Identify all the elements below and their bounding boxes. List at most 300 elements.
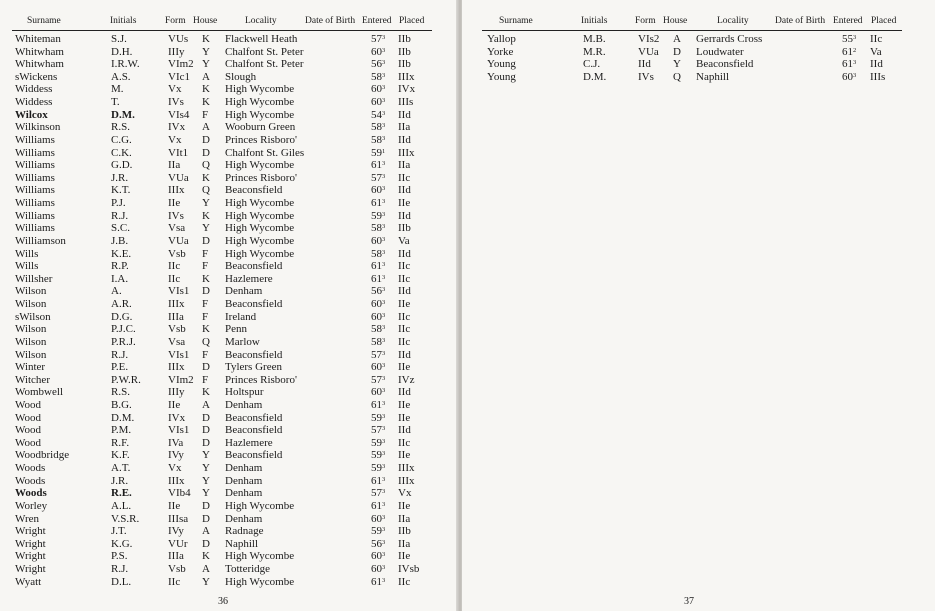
header-rule (12, 30, 432, 31)
surname-cell: Wilcox (15, 108, 48, 121)
entered-cell (371, 71, 385, 84)
form-cell: IIc (168, 575, 181, 588)
entered-cell (371, 147, 385, 160)
placed-cell: IId (398, 424, 411, 437)
house-cell: K (202, 323, 210, 336)
entered-year: 55 (842, 33, 853, 45)
surname-cell: Wren (15, 512, 39, 525)
entered-term: 3 (382, 500, 386, 508)
placed-cell: IIe (398, 298, 411, 311)
surname-cell: Wood (15, 411, 42, 424)
initials-cell: R.P. (111, 260, 129, 273)
entered-term: 3 (382, 59, 386, 67)
initials-cell: C.G. (111, 133, 132, 146)
house-cell: D (202, 146, 210, 159)
header-entered: Entered (833, 16, 863, 26)
house-cell: Q (202, 159, 210, 172)
placed-cell: IId (398, 108, 411, 121)
house-cell: K (202, 272, 210, 285)
locality-cell: Denham (225, 487, 263, 500)
header-surname: Surname (27, 16, 61, 26)
entered-cell (371, 184, 385, 197)
house-cell: K (202, 33, 210, 45)
surname-cell: Wood (15, 398, 42, 411)
entered-cell (842, 33, 856, 46)
entered-term: 3 (382, 374, 386, 382)
entered-year: 58 (371, 121, 382, 134)
entered-year: 59 (371, 436, 382, 449)
form-cell: IIIa (168, 310, 184, 323)
placed-cell: IIc (398, 436, 411, 449)
surname-cell: Winter (15, 361, 46, 374)
form-cell: VIs4 (168, 108, 190, 121)
placed-cell: IId (398, 133, 411, 146)
house-cell: F (202, 348, 209, 361)
entered-term: 3 (382, 324, 386, 332)
form-cell: IIIx (168, 474, 185, 487)
entered-cell (371, 172, 385, 185)
entered-year: 60 (371, 563, 382, 576)
locality-cell: High Wycombe (225, 159, 295, 172)
entered-cell (371, 462, 385, 475)
table-row (0, 475, 458, 488)
table-row (0, 71, 458, 84)
table-row (0, 121, 458, 134)
initials-cell: A.T. (111, 462, 131, 475)
house-cell: Q (202, 184, 210, 197)
entered-cell (371, 235, 385, 248)
initials-cell: R.J. (111, 209, 129, 222)
table-row (0, 109, 458, 122)
surname-cell: Wright (15, 550, 46, 563)
entered-year: 60 (371, 45, 382, 58)
entered-year: 54 (371, 108, 382, 121)
entered-year: 58 (371, 335, 382, 348)
entered-cell (371, 513, 385, 526)
locality-cell: Slough (225, 70, 257, 83)
house-cell: Y (202, 197, 210, 210)
locality-cell: High Wycombe (225, 234, 295, 247)
initials-cell: V.S.R. (111, 512, 140, 525)
entered-year: 61 (371, 159, 382, 172)
table-row (0, 298, 458, 311)
house-cell: D (202, 436, 210, 449)
locality-cell: High Wycombe (225, 499, 295, 512)
entered-year: 61 (371, 499, 382, 512)
entered-cell (371, 538, 385, 551)
form-cell: VUr (168, 537, 188, 550)
surname-cell: Wilson (15, 298, 47, 311)
entered-term: 3 (382, 526, 386, 534)
locality-cell: Hazlemere (225, 436, 273, 449)
table-row (0, 184, 458, 197)
surname-cell: Young (487, 70, 516, 83)
entered-term: 1 (382, 147, 386, 155)
entered-term: 3 (853, 59, 857, 67)
initials-cell: P.R.J. (111, 335, 136, 348)
entered-term: 3 (853, 34, 857, 41)
initials-cell: K.T. (111, 184, 131, 197)
surname-cell: Wilson (15, 335, 47, 348)
entered-year: 56 (371, 58, 382, 71)
form-cell: IIIy (168, 45, 185, 58)
placed-cell: IIc (398, 335, 411, 348)
locality-cell: Flackwell Heath (225, 33, 298, 45)
form-cell: VUa (638, 45, 659, 58)
entered-term: 3 (382, 261, 386, 269)
locality-cell: High Wycombe (225, 96, 295, 109)
house-cell: F (202, 373, 209, 386)
placed-cell: IIe (398, 411, 411, 424)
entered-cell (371, 134, 385, 147)
surname-cell: Yorke (487, 45, 514, 58)
house-cell: Y (202, 575, 210, 588)
surname-cell: Williamson (15, 234, 66, 247)
table-row (0, 449, 458, 462)
initials-cell: D.H. (111, 45, 133, 58)
right-page (462, 0, 935, 611)
house-cell: A (673, 33, 681, 45)
entered-term: 3 (382, 387, 386, 395)
entered-year: 57 (371, 33, 382, 45)
entered-term: 3 (382, 349, 386, 357)
entered-year: 61 (842, 58, 853, 71)
form-cell: IIc (168, 272, 181, 285)
entered-year: 58 (371, 70, 382, 83)
surname-cell: Wright (15, 537, 46, 550)
form-cell: VUa (168, 171, 189, 184)
locality-cell: Beaconsfield (225, 298, 283, 311)
entered-term: 3 (382, 109, 386, 117)
placed-cell: IIa (398, 121, 411, 134)
table-row (0, 500, 458, 513)
surname-cell: Wright (15, 525, 46, 538)
house-cell: K (202, 209, 210, 222)
initials-cell: R.J. (111, 348, 129, 361)
locality-cell: Denham (225, 512, 263, 525)
surname-cell: Widdess (15, 83, 53, 96)
entered-year: 59 (371, 525, 382, 538)
initials-cell: P.W.R. (111, 373, 141, 386)
entered-year: 60 (371, 550, 382, 563)
entered-year: 60 (371, 310, 382, 323)
table-row (462, 71, 935, 84)
entered-cell (371, 449, 385, 462)
table-row (0, 273, 458, 286)
form-cell: IIIx (168, 361, 185, 374)
placed-cell: IIc (398, 272, 411, 285)
entered-year: 57 (371, 171, 382, 184)
table-row (462, 33, 935, 46)
table-row (0, 210, 458, 223)
table-row (0, 248, 458, 261)
form-cell: IIa (168, 159, 181, 172)
locality-cell: Tylers Green (225, 361, 282, 374)
surname-cell: Yallop (487, 33, 516, 45)
entered-cell (371, 222, 385, 235)
form-cell: IIIx (168, 184, 185, 197)
surname-cell: Williams (15, 133, 55, 146)
house-cell: D (202, 499, 210, 512)
house-cell: F (202, 108, 209, 121)
surname-cell: Wombwell (15, 386, 63, 399)
surname-cell: Williams (15, 209, 55, 222)
entered-term: 3 (382, 475, 386, 483)
form-cell: VUa (168, 234, 189, 247)
placed-cell: IIb (398, 525, 411, 538)
placed-cell: IId (398, 209, 411, 222)
form-cell: Vsa (168, 222, 186, 235)
entered-cell (842, 58, 856, 71)
table-row (0, 134, 458, 147)
initials-cell: I.A. (111, 272, 129, 285)
form-cell: Vx (168, 462, 182, 475)
entered-term: 3 (382, 273, 386, 281)
locality-cell: Totteridge (225, 563, 271, 576)
house-cell: F (202, 310, 209, 323)
surname-cell: Wills (15, 260, 39, 273)
entered-cell (371, 386, 385, 399)
entered-cell (371, 475, 385, 488)
placed-cell: Va (398, 234, 410, 247)
entered-cell (371, 361, 385, 374)
initials-cell: S.J. (111, 33, 127, 45)
surname-cell: Woods (15, 474, 46, 487)
house-cell: D (202, 411, 210, 424)
entered-cell (371, 550, 385, 563)
placed-cell: IIe (398, 398, 411, 411)
header-dob: Date of Birth (305, 16, 356, 26)
initials-cell: A.L. (111, 499, 132, 512)
house-cell: Y (202, 222, 210, 235)
surname-cell: Woodbridge (15, 449, 70, 462)
table-row (0, 83, 458, 96)
form-cell: VIs1 (168, 285, 190, 298)
locality-cell: Denham (225, 474, 263, 487)
locality-cell: Chalfont St. Peter (225, 45, 304, 58)
table-row (0, 487, 458, 500)
entered-term: 3 (382, 564, 386, 572)
placed-cell: IIc (398, 323, 411, 336)
header-initials: Initials (110, 16, 137, 26)
locality-cell: Chalfont St. Peter (225, 58, 304, 71)
entered-term: 3 (382, 412, 386, 420)
surname-cell: Woods (15, 487, 47, 500)
form-cell: IVs (168, 96, 184, 109)
entered-year: 60 (371, 96, 382, 109)
header-form: Form (165, 16, 186, 26)
entered-year: 61 (371, 398, 382, 411)
entered-cell (371, 83, 385, 96)
form-cell: IVy (168, 449, 184, 462)
initials-cell: I.R.W. (111, 58, 140, 71)
form-cell: IIIx (168, 298, 185, 311)
house-cell: D (202, 361, 210, 374)
header-entered: Entered (362, 16, 392, 26)
form-cell: VIs1 (168, 424, 190, 437)
house-cell: A (202, 70, 210, 83)
entered-cell (371, 349, 385, 362)
house-cell: Q (202, 335, 210, 348)
table-row (0, 172, 458, 185)
header-locality: Locality (245, 16, 277, 26)
form-cell: IIc (168, 260, 181, 273)
form-cell: VIt1 (168, 146, 189, 159)
entered-cell (371, 500, 385, 513)
table-row (0, 96, 458, 109)
entered-cell (371, 46, 385, 59)
header-placed: Placed (871, 16, 897, 26)
surname-cell: sWilson (15, 310, 51, 323)
form-cell: IVx (168, 411, 186, 424)
header-rule (482, 30, 902, 31)
house-cell: A (202, 525, 210, 538)
table-row (0, 412, 458, 425)
initials-cell: J.B. (111, 234, 129, 247)
house-cell: Y (202, 462, 210, 475)
table-row (0, 513, 458, 526)
form-cell: IVa (168, 436, 184, 449)
initials-cell: B.G. (111, 398, 132, 411)
initials-cell: J.R. (111, 171, 129, 184)
locality-cell: High Wycombe (225, 550, 295, 563)
header-surname: Surname (499, 16, 533, 26)
surname-cell: Worley (15, 499, 48, 512)
initials-cell: D.G. (111, 310, 133, 323)
entered-year: 61 (371, 575, 382, 588)
entered-cell (371, 109, 385, 122)
entered-cell (842, 71, 856, 84)
table-row (0, 46, 458, 59)
form-cell: Vx (168, 133, 182, 146)
entered-cell (371, 576, 385, 589)
entered-term: 3 (382, 210, 386, 218)
surname-cell: Williams (15, 146, 55, 159)
entered-year: 57 (371, 373, 382, 386)
entered-term: 3 (382, 399, 386, 407)
entered-year: 60 (371, 184, 382, 197)
placed-cell: IIIx (398, 474, 415, 487)
locality-cell: Beaconsfield (225, 411, 283, 424)
form-cell: IVy (168, 525, 184, 538)
entered-term: 3 (853, 71, 857, 79)
table-row (0, 424, 458, 437)
initials-cell: K.E. (111, 247, 132, 260)
left-page (0, 0, 458, 611)
entered-year: 59 (371, 462, 382, 475)
table-row (0, 563, 458, 576)
locality-cell: Beaconsfield (696, 58, 754, 71)
entered-cell (371, 487, 385, 500)
locality-cell: High Wycombe (225, 575, 295, 588)
form-cell: VUs (168, 33, 189, 45)
placed-cell: IVx (398, 83, 416, 96)
table-row (0, 260, 458, 273)
placed-cell: IIe (398, 499, 411, 512)
initials-cell: C.J. (583, 58, 601, 71)
placed-cell: IId (398, 184, 411, 197)
entered-cell (371, 563, 385, 576)
surname-cell: Widdess (15, 96, 53, 109)
locality-cell: Naphill (225, 537, 258, 550)
form-cell: Vsb (168, 563, 186, 576)
locality-cell: Beaconsfield (225, 424, 283, 437)
locality-cell: Holtspur (225, 386, 264, 399)
table-row (0, 399, 458, 412)
form-cell: IIIy (168, 386, 185, 399)
locality-cell: Denham (225, 398, 263, 411)
placed-cell: IId (398, 386, 411, 399)
form-cell: IIIa (168, 550, 184, 563)
entered-term: 3 (382, 84, 386, 92)
form-cell: Vsb (168, 247, 186, 260)
entered-term: 3 (382, 71, 386, 79)
placed-cell: IIIx (398, 70, 415, 83)
entered-term: 3 (382, 97, 386, 105)
initials-cell: D.L. (111, 575, 132, 588)
house-cell: K (202, 550, 210, 563)
entered-cell (371, 374, 385, 387)
entered-term: 3 (382, 223, 386, 231)
form-cell: VIs1 (168, 348, 190, 361)
entered-year: 58 (371, 323, 382, 336)
locality-cell: Gerrards Cross (696, 33, 763, 45)
surname-cell: Wright (15, 563, 46, 576)
placed-cell: IIb (398, 45, 411, 58)
initials-cell: D.M. (111, 108, 135, 121)
placed-cell: IIIs (398, 96, 414, 109)
table-row (462, 46, 935, 59)
locality-cell: Loudwater (696, 45, 744, 58)
surname-cell: Williams (15, 197, 55, 210)
locality-cell: Beaconsfield (225, 449, 283, 462)
entered-term: 3 (382, 34, 386, 41)
table-row (0, 349, 458, 362)
locality-cell: Beaconsfield (225, 348, 283, 361)
placed-cell: IIe (398, 449, 411, 462)
entered-cell (371, 210, 385, 223)
entered-cell (371, 311, 385, 324)
entered-cell (371, 197, 385, 210)
entered-term: 3 (382, 450, 386, 458)
surname-cell: Wood (15, 424, 42, 437)
entered-year: 56 (371, 537, 382, 550)
table-row (0, 336, 458, 349)
placed-cell: IId (870, 58, 883, 71)
entered-term: 2 (853, 46, 857, 54)
entered-term: 3 (382, 538, 386, 546)
placed-cell: IIa (398, 537, 411, 550)
entered-term: 3 (382, 286, 386, 294)
house-cell: D (202, 234, 210, 247)
form-cell: IIe (168, 197, 181, 210)
form-cell: VIm2 (168, 373, 194, 386)
surname-cell: Woods (15, 462, 46, 475)
form-cell: IIIsa (168, 512, 189, 525)
surname-cell: Witcher (15, 373, 50, 386)
entered-term: 3 (382, 248, 386, 256)
locality-cell: High Wycombe (225, 222, 295, 235)
entered-year: 57 (371, 487, 382, 500)
entered-term: 3 (382, 134, 386, 142)
initials-cell: D.M. (111, 411, 135, 424)
placed-cell: IId (398, 348, 411, 361)
table-row (0, 525, 458, 538)
placed-cell: IIa (398, 512, 411, 525)
surname-cell: Willsher (15, 272, 53, 285)
initials-cell: G.D. (111, 159, 133, 172)
form-cell: IIe (168, 499, 181, 512)
